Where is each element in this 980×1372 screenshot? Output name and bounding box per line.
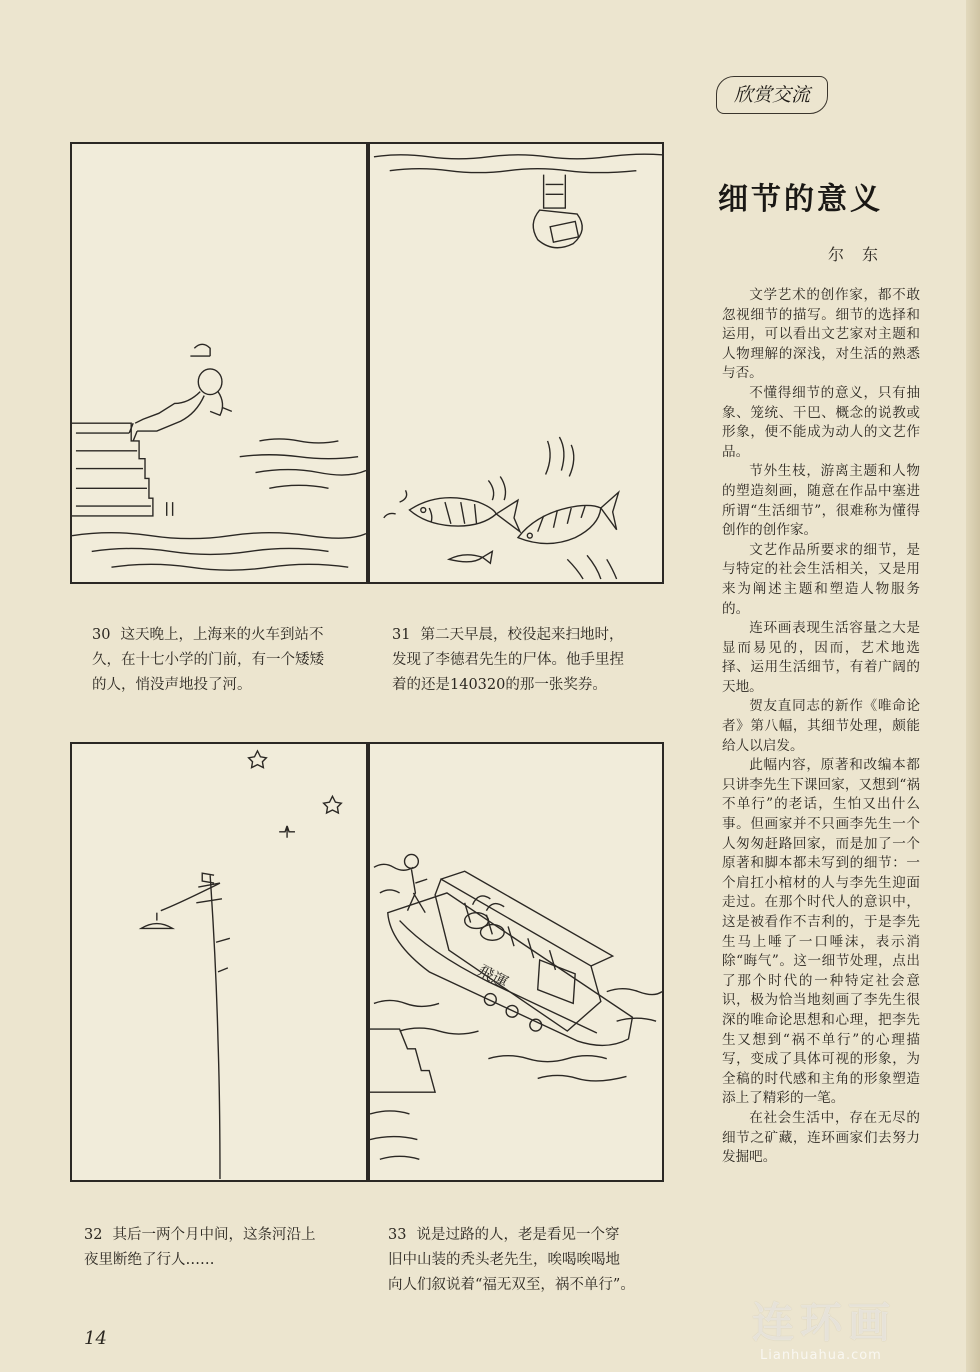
caption-30-number: 30 [92,627,111,643]
article-paragraph: 节外生枝，游离主题和人物的塑造刻画，随意在作品中塞进所谓“生活细节”，很难称为懂得创作的创作家。 [722,463,920,539]
page-number: 14 [84,1328,107,1349]
caption-30 [92,598,362,698]
caption-32-text: 其后一两个月中间，这条河沿上 夜里断绝了行人…… [84,1227,316,1268]
boat-sign: 飛運 [474,960,512,993]
caption-33-number: 33 [388,1227,407,1243]
article-paragraph: 此幅内容，原著和改编本都只讲李先生下课回家，又想到“祸不单行”的老话，生怕又出什么事。但画家并不只画李先生一个人匆匆赶路回家，而是加了一个原著和脚本都未写到的细节：一个肩扛小棺材的人与李先生迎面走过。在那个时代人的意识中，这是被看作不吉利的，于是李先生马上唾了一口唾沫，表示消除“晦气”。这一细节处理，点出了那个时代的一种特定社会意识，极为恰当地刻画了李先生很深的唯命论思想和心理，把李先生又想到“祸不单行”的心理描写，变成了具体可视的形象，为全稿的时代感和主角的形象塑造添上了精彩的一笔。 [722,757,920,1107]
article-paragraph: 不懂得细节的意义，只有抽象、笼统、干巴、概念的说教或形象，便不能成为动人的文艺作品。 [722,384,920,460]
watermark-logo: 连环画 [752,1298,897,1347]
article-paragraph: 在社会生活中，存在无尽的细节之矿藏，连环画家们去努力发掘吧。 [722,1109,920,1166]
panel-30 [70,142,368,584]
article-paragraph: 文艺作品所要求的细节，是与特定的社会生活相关，又是用来为阐述主题和塑造人物服务的。 [722,541,920,617]
article-paragraph: 文学艺术的创作家，都不敢忽视细节的描写。细节的选择和运用，可以看出文艺家对主题和人物理解的深浅，对生活的熟悉与否。 [722,287,920,382]
caption-33-text: 说是过路的人，老是看见一个穿 旧中山装的秃头老先生，唉喝唉喝地 向人们叙说着“福无双至，祸不单行”。 [388,1227,635,1293]
watermark-url: Lianhuahua.com [760,1348,882,1363]
caption-31-number: 31 [392,627,411,643]
article-title: 细节的意义 [718,182,883,217]
caption-32-number: 32 [84,1227,103,1243]
caption-32 [84,1198,362,1273]
caption-31 [392,598,662,698]
article-author: 尔东 [828,245,897,264]
article-body [722,286,920,1168]
panel-30-illustration [72,144,366,582]
panel-32 [70,742,368,1182]
caption-30-text: 这天晚上，上海来的火车到站不 久，在十七小学的门前，有一个矮矮 的人，悄没声地投了河。 [92,627,324,693]
panel-31-illustration [370,144,662,582]
panel-31 [368,142,664,584]
article-paragraph: 贺友直同志的新作《唯命论者》第八幅，其细节处理，颇能给人以启发。 [722,698,920,754]
panel-33 [368,742,664,1182]
panel-32-illustration [72,744,366,1180]
caption-33 [388,1198,664,1298]
panel-33-illustration [370,744,662,1180]
caption-31-text: 第二天早晨，校役起来扫地时， 发现了李德君先生的尸体。他手里捏 着的还是140320的那一张奖券。 [392,627,624,693]
scan-edge [966,0,980,1372]
article-paragraph: 连环画表现生活容量之大是显而易见的，因而，艺术地选择、运用生活细节，有着广阔的天地。 [722,620,920,695]
section-label: 欣赏交流 [716,76,828,114]
